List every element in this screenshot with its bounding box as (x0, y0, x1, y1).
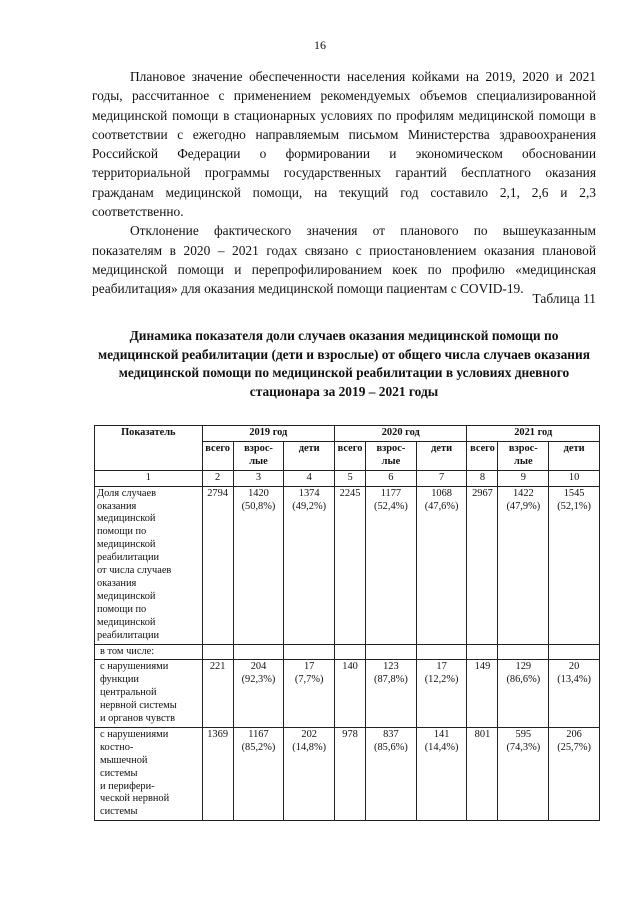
table-cell (498, 644, 549, 660)
subheader-adults: взрос- лые (233, 441, 284, 470)
table-label: Таблица 11 (532, 291, 596, 306)
body-text (92, 67, 596, 299)
column-number: 7 (416, 470, 467, 486)
table-cell: 123 (87,8%) (366, 660, 417, 728)
table-title: Динамика показателя доли случаев оказания медицинской помощи по медицинской реабилитации (дети и взрослые) от общего числа случаев оказания медицинской помощи по медицинской реабилитации в условиях дневного стационара за 2019 – 2021 годы (98, 328, 590, 399)
indicator-header: Показатель (95, 426, 203, 471)
table-cell: 129 (86,6%) (498, 660, 549, 728)
table-cell: 17 (7,7%) (284, 660, 335, 728)
paragraph-2: Отклонение фактического значения от планового по вышеуказанным показателям в 2020 – 2021 годах связано с приостановлением оказания плановой медицинской помощи и перепрофилированием коек по профилю «медицинская реабилитация» для оказания медицинской помощи пациентам с COVID-19. (92, 223, 596, 297)
subheader-total: всего (202, 441, 233, 470)
column-number: 6 (366, 470, 417, 486)
table-cell: 2245 (335, 486, 366, 644)
subheader-children: дети (284, 441, 335, 470)
column-number: 9 (498, 470, 549, 486)
including-label: в том числе: (95, 644, 203, 660)
table-row (95, 727, 600, 820)
paragraph-1: Плановое значение обеспеченности населения койками на 2019, 2020 и 2021 годы, рассчитанное с применением рекомендуемых объемов специализированной медицинской помощи в стационарных условиях по профилям медицинской помощи в соответствии с ежегодно направляемым письмом Министерства здравоохранения Российской Федерации о формировании и экономическом обосновании территориальной программы государственных гарантий бесплатного оказания гражданам медицинской помощи, на текущий год составило 2,1, 2,6 и 2,3 соответственно. (92, 69, 596, 220)
table-row (95, 660, 600, 728)
table-cell: 204 (92,3%) (233, 660, 284, 728)
table-cell: 202 (14,8%) (284, 727, 335, 820)
table-cell: 149 (467, 660, 498, 728)
table-cell: 2967 (467, 486, 498, 644)
row-label: Доля случаев оказания медицинской помощи по медицинской реабилитации от числа случаев оказания медицинской помощи по медицинской реабилитации (95, 486, 203, 644)
table-cell: 1545 (52,1%) (549, 486, 600, 644)
subheader-children: дети (549, 441, 600, 470)
column-number: 1 (95, 470, 203, 486)
table-cell: 1177 (52,4%) (366, 486, 417, 644)
table-cell: 1374 (49,2%) (284, 486, 335, 644)
subheader-total: всего (335, 441, 366, 470)
table-row (95, 486, 600, 644)
table-cell: 141 (14,4%) (416, 727, 467, 820)
table-cell: 1167 (85,2%) (233, 727, 284, 820)
table-cell: 1369 (202, 727, 233, 820)
table-cell: 20 (13,4%) (549, 660, 600, 728)
table-cell: 978 (335, 727, 366, 820)
table-cell (284, 644, 335, 660)
table-cell: 206 (25,7%) (549, 727, 600, 820)
column-number: 8 (467, 470, 498, 486)
table-cell: 801 (467, 727, 498, 820)
subheader-total: всего (467, 441, 498, 470)
column-number: 3 (233, 470, 284, 486)
table-cell (366, 644, 417, 660)
page-number: 16 (314, 38, 326, 52)
column-number-row (95, 470, 600, 486)
year-header-2020: 2020 год (335, 426, 467, 442)
subheader-adults: взрос- лые (366, 441, 417, 470)
row-label: с нарушениями костно- мышечной системы и перифери- ческой нервной системы (95, 727, 203, 820)
table-cell: 595 (74,3%) (498, 727, 549, 820)
table-cell: 17 (12,2%) (416, 660, 467, 728)
column-number: 10 (549, 470, 600, 486)
year-header-2021: 2021 год (467, 426, 600, 442)
table-cell (416, 644, 467, 660)
table-cell: 221 (202, 660, 233, 728)
table-cell (233, 644, 284, 660)
including-row (95, 644, 600, 660)
table-cell: 140 (335, 660, 366, 728)
row-label: с нарушениями функции центральной нервной системы и органов чувств (95, 660, 203, 728)
table-cell: 1068 (47,6%) (416, 486, 467, 644)
table-cell (335, 644, 366, 660)
table-cell: 1420 (50,8%) (233, 486, 284, 644)
table-cell: 2794 (202, 486, 233, 644)
data-table (94, 425, 600, 821)
table-cell: 1422 (47,9%) (498, 486, 549, 644)
table-cell (549, 644, 600, 660)
subheader-adults: взрос- лые (498, 441, 549, 470)
year-header-2019: 2019 год (202, 426, 334, 442)
table-cell: 837 (85,6%) (366, 727, 417, 820)
table-cell (202, 644, 233, 660)
column-number: 4 (284, 470, 335, 486)
table-cell (467, 644, 498, 660)
column-number: 5 (335, 470, 366, 486)
subheader-children: дети (416, 441, 467, 470)
column-number: 2 (202, 470, 233, 486)
header-row-years (95, 426, 600, 442)
